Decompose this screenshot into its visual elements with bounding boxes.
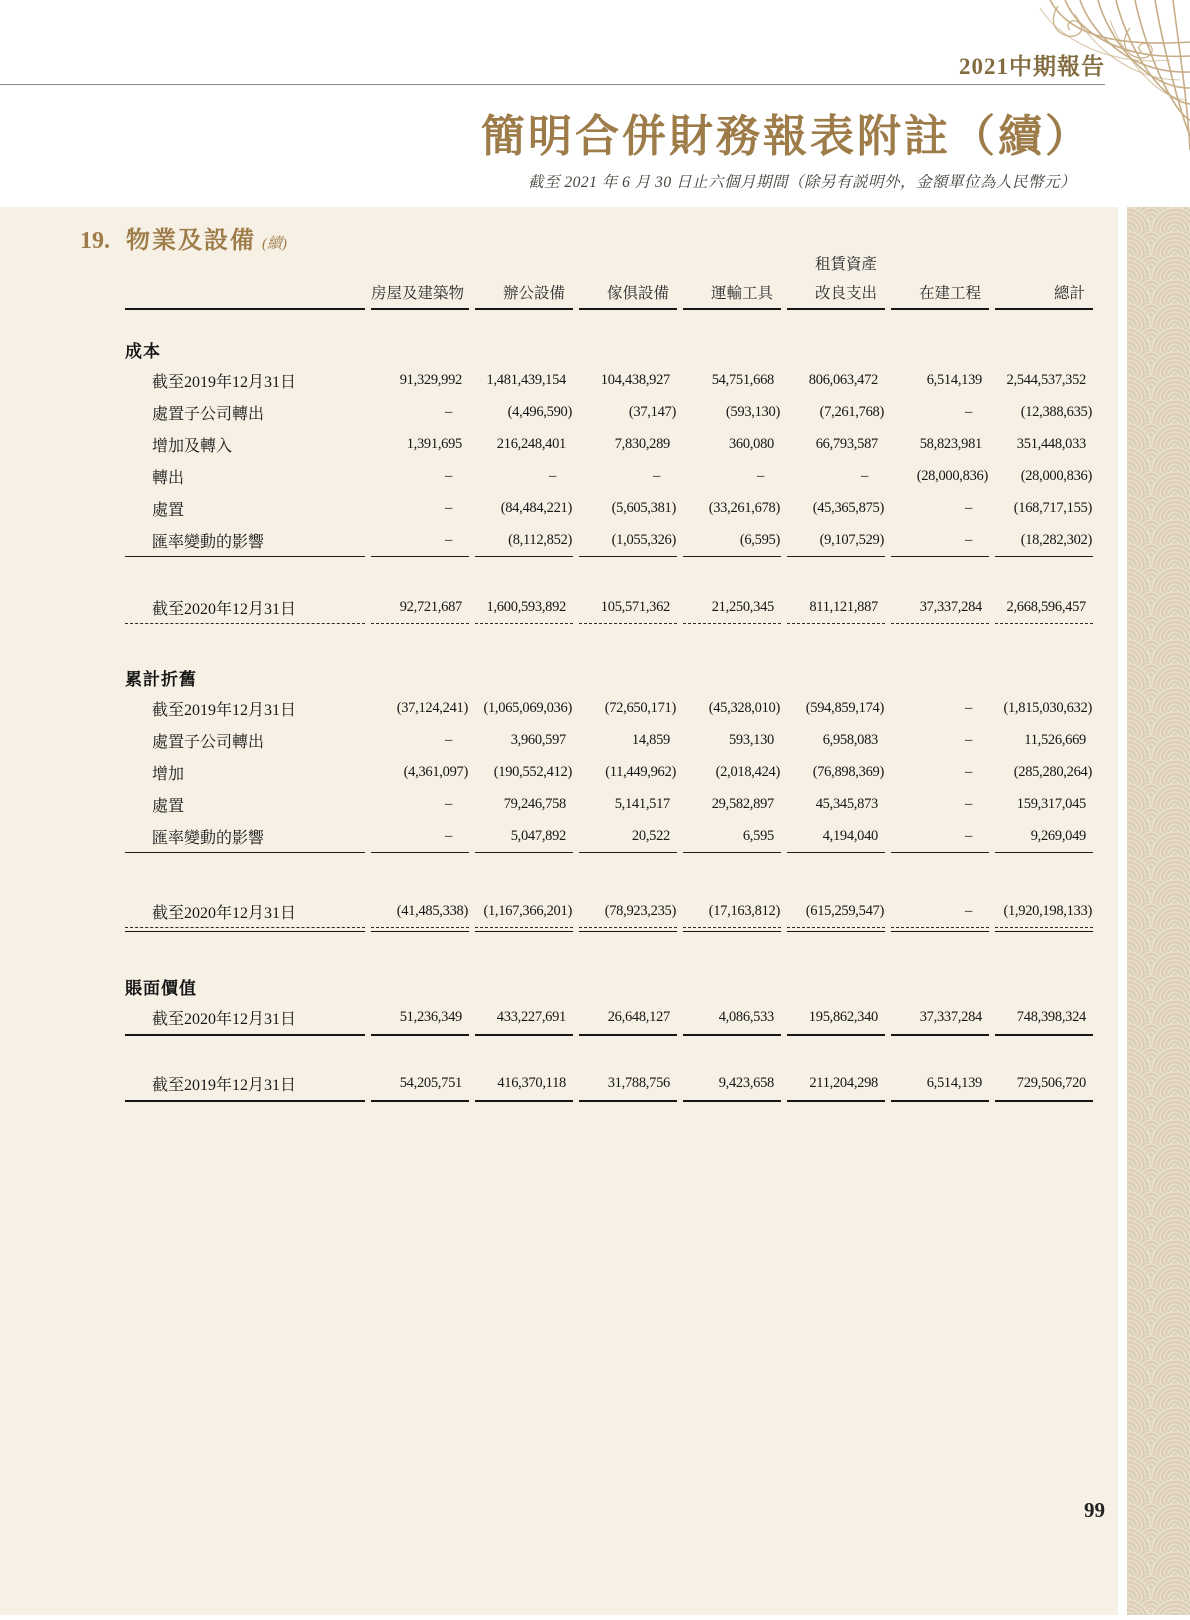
table-section-heading: 賬面價值 (125, 979, 197, 998)
cell-value: – (965, 403, 972, 420)
cell-value: (285,280,264) (1013, 763, 1092, 780)
cell-value: 105,571,362 (600, 598, 670, 615)
row-label: 處置 (152, 501, 185, 519)
cell-value: 6,514,139 (926, 1075, 982, 1091)
row-label: 處置 (152, 797, 185, 815)
cell-value: 433,227,691 (496, 1009, 566, 1025)
cell-value: 54,751,668 (711, 371, 774, 388)
table-row (125, 895, 1093, 927)
section-continued-suffix: (續) (262, 236, 287, 252)
cell-value: (1,065,069,036) (483, 699, 572, 716)
table-row (125, 820, 1093, 852)
cell-value: (45,365,875) (812, 499, 884, 516)
spacer-row (125, 932, 1093, 972)
rule-segment (125, 1100, 365, 1102)
empty-header-cell (683, 250, 781, 276)
cell-value: – (445, 731, 452, 748)
table-row (125, 364, 1093, 396)
cell-value: (9,107,529) (819, 531, 884, 548)
section-heading-row (125, 334, 1093, 364)
cell-value: 811,121,887 (809, 598, 878, 615)
cell-value: – (445, 403, 452, 420)
table-row (125, 492, 1093, 524)
table-section-heading: 累計折舊 (125, 669, 197, 689)
row-label: 匯率變動的影響 (152, 533, 265, 551)
cell-value: 54,205,751 (399, 1075, 462, 1091)
cell-value: 51,236,349 (399, 1009, 462, 1025)
cell-value: 4,194,040 (822, 827, 878, 844)
cell-value: (72,650,171) (604, 699, 676, 716)
cell-value: – (965, 902, 972, 919)
spacer-row (125, 853, 1093, 895)
cell-value: 3,960,597 (510, 731, 566, 748)
column-header: 總計 (1053, 285, 1085, 302)
cell-value: 66,793,587 (815, 435, 878, 452)
rule-segment (475, 1100, 573, 1102)
cell-value: (17,163,812) (708, 902, 780, 919)
column-header: 辦公設備 (502, 285, 565, 302)
column-header: 改良支出 (814, 285, 877, 302)
cell-value: 216,248,401 (496, 435, 566, 452)
cell-value: 593,130 (728, 731, 774, 748)
cell-value: 4,086,533 (718, 1009, 774, 1025)
cell-value: – (965, 827, 972, 844)
table-row (125, 428, 1093, 460)
cell-value: 29,582,897 (711, 795, 774, 812)
cell-value: (190,552,412) (493, 763, 572, 780)
cell-value: 26,648,127 (607, 1009, 670, 1025)
cell-value: (45,328,010) (708, 699, 780, 716)
cell-value: 6,514,139 (926, 371, 982, 388)
spacer (125, 624, 1093, 662)
cell-value: – (965, 699, 972, 716)
page-number: 99 (1084, 1498, 1105, 1522)
cell-value: 748,398,324 (1016, 1009, 1086, 1025)
cell-value: 14,859 (631, 731, 670, 748)
cell-value: 159,317,045 (1016, 795, 1086, 812)
empty-header-cell (579, 250, 677, 276)
cell-value: – (445, 795, 452, 812)
cell-value: (593,130) (725, 403, 780, 420)
row-label: 處置子公司轉出 (152, 405, 265, 423)
rule-segment (579, 1100, 677, 1102)
cell-value: – (445, 827, 452, 844)
section-title: 物業及設備 (126, 228, 256, 254)
wave-pattern-strip (1127, 207, 1190, 1615)
page-title: 簡明合併財務報表附註（續） (481, 112, 1092, 161)
row-label: 增加及轉入 (152, 437, 233, 455)
header-divider (0, 84, 1105, 85)
table-row (125, 692, 1093, 724)
cell-value: 360,080 (728, 435, 774, 452)
cell-value: 37,337,284 (919, 598, 982, 615)
column-header: 房屋及建築物 (371, 285, 465, 302)
cell-value: – (549, 467, 556, 484)
rule-segment (995, 1100, 1093, 1102)
cell-value: – (861, 467, 868, 484)
column-group-header: 租賃資產 (814, 256, 877, 273)
table-row (125, 724, 1093, 756)
cell-value: 1,600,593,892 (486, 598, 566, 615)
cell-value: 2,668,596,457 (1006, 598, 1086, 615)
cell-value: – (757, 467, 764, 484)
cell-value: (4,361,097) (403, 763, 468, 780)
cell-value: – (445, 499, 452, 516)
table-section-heading: 成本 (125, 341, 161, 361)
row-label: 截至2019年12月31日 (152, 1077, 297, 1094)
cell-value: (1,167,366,201) (483, 902, 572, 919)
rule-segment (891, 1100, 989, 1102)
table-row (125, 1002, 1093, 1034)
cell-value: (37,124,241) (396, 699, 468, 716)
cell-value: (5,605,381) (611, 499, 676, 516)
cell-value: (33,261,678) (708, 499, 780, 516)
spacer-row (125, 1036, 1093, 1068)
cell-value: (594,859,174) (805, 699, 884, 716)
empty-header-cell (125, 276, 365, 308)
seigaiha-pattern-icon (1127, 207, 1190, 1615)
cell-value: 1,391,695 (406, 435, 462, 452)
column-header: 在建工程 (918, 285, 981, 302)
row-label: 截至2020年12月31日 (152, 600, 297, 618)
cell-value: 351,448,033 (1016, 435, 1086, 452)
table-row (125, 788, 1093, 820)
cell-value: 195,862,340 (808, 1009, 878, 1025)
empty-header-cell (371, 250, 469, 276)
cell-value: 9,269,049 (1030, 827, 1086, 844)
column-header: 傢俱設備 (606, 285, 669, 302)
cell-value: (2,018,424) (715, 763, 780, 780)
cell-value: (18,282,302) (1020, 531, 1092, 548)
table-rule-thick (125, 1100, 1093, 1102)
cell-value: 79,246,758 (503, 795, 566, 812)
cell-value: – (965, 499, 972, 516)
cell-value: (76,898,369) (812, 763, 884, 780)
spacer-row (125, 624, 1093, 662)
row-label: 截至2019年12月31日 (152, 701, 297, 719)
cell-value: 6,958,083 (822, 731, 878, 748)
cell-value: 20,522 (631, 827, 670, 844)
table-row (125, 460, 1093, 492)
spacer (125, 310, 1093, 334)
cell-value: (41,485,338) (396, 902, 468, 919)
row-label: 截至2019年12月31日 (152, 373, 297, 391)
cell-value: – (965, 763, 972, 780)
cell-value: 7,830,289 (614, 435, 670, 452)
cell-value: (84,484,221) (500, 499, 572, 516)
cell-value: – (965, 531, 972, 548)
spacer (125, 1036, 1093, 1068)
spacer (125, 853, 1093, 895)
rule-segment (371, 1100, 469, 1102)
row-label: 截至2020年12月31日 (152, 1011, 297, 1028)
table-row (125, 396, 1093, 428)
cell-value: (1,815,030,632) (1003, 699, 1092, 716)
spacer-row (125, 310, 1093, 334)
cell-value: 5,047,892 (510, 827, 566, 844)
cell-value: 92,721,687 (399, 598, 462, 615)
cell-value: 21,250,345 (711, 598, 774, 615)
cell-value: (28,000,836) (1020, 467, 1092, 484)
cell-value: 416,370,118 (497, 1075, 566, 1091)
cell-value: – (965, 795, 972, 812)
cell-value: (78,923,235) (604, 902, 676, 919)
empty-header-cell (995, 250, 1093, 276)
cell-value: 45,345,873 (815, 795, 878, 812)
cell-value: (1,920,198,133) (1003, 902, 1092, 919)
spacer (125, 932, 1093, 972)
cell-value: (7,261,768) (819, 403, 884, 420)
table-row (125, 591, 1093, 623)
cell-value: (6,595) (739, 531, 780, 548)
rule-segment (683, 1100, 781, 1102)
table-row (125, 1068, 1093, 1100)
page-subtitle: 截至 2021 年 6 月 30 日止六個月期間（除另有説明外，金額單位為人民幣元） (527, 174, 1076, 191)
cell-value: (28,000,836) (916, 467, 988, 484)
cell-value: (11,449,962) (605, 763, 676, 780)
section-heading-row (125, 972, 1093, 1002)
cell-value: 5,141,517 (614, 795, 670, 812)
cell-value: – (445, 531, 452, 548)
row-label: 處置子公司轉出 (152, 733, 265, 751)
cell-value: 729,506,720 (1016, 1075, 1086, 1091)
empty-header-cell (475, 250, 573, 276)
cell-value: 9,423,658 (718, 1075, 774, 1091)
cell-value: (1,055,326) (611, 531, 676, 548)
cell-value: (615,259,547) (805, 902, 884, 919)
cell-value: (37,147) (628, 403, 676, 420)
table-group-header-row (125, 250, 1093, 276)
table-header-row (125, 276, 1093, 308)
cell-value: – (965, 731, 972, 748)
row-label: 增加 (152, 765, 185, 783)
spacer-row (125, 557, 1093, 591)
cell-value: 6,595 (742, 827, 774, 844)
cell-value: (12,388,635) (1020, 403, 1092, 420)
cell-value: 37,337,284 (919, 1009, 982, 1025)
cell-value: – (445, 467, 452, 484)
cell-value: 211,204,298 (809, 1075, 878, 1091)
table-row (125, 524, 1093, 556)
cell-value: (4,496,590) (507, 403, 572, 420)
section-number: 19. (80, 228, 110, 254)
cell-value: 2,544,537,352 (1006, 371, 1086, 388)
cell-value: 58,823,981 (919, 435, 982, 452)
cell-value: 11,526,669 (1024, 731, 1086, 748)
column-header: 運輸工具 (710, 285, 773, 302)
cell-value: 91,329,992 (399, 371, 462, 388)
section-heading-row (125, 662, 1093, 692)
empty-header-cell (125, 250, 365, 276)
property-equipment-table (119, 250, 1099, 1102)
row-label: 匯率變動的影響 (152, 829, 265, 847)
cell-value: (168,717,155) (1013, 499, 1092, 516)
cell-value: – (653, 467, 660, 484)
cell-value: (8,112,852) (508, 531, 572, 548)
table-row (125, 756, 1093, 788)
cell-value: 806,063,472 (808, 371, 878, 388)
row-label: 截至2020年12月31日 (152, 904, 297, 922)
empty-header-cell (891, 250, 989, 276)
row-label: 轉出 (152, 469, 185, 487)
cell-value: 31,788,756 (607, 1075, 670, 1091)
cell-value: 104,438,927 (600, 371, 670, 388)
spacer (125, 557, 1093, 591)
cell-value: 1,481,439,154 (486, 371, 566, 388)
report-title-label: 2021中期報告 (959, 54, 1105, 79)
rule-segment (787, 1100, 885, 1102)
